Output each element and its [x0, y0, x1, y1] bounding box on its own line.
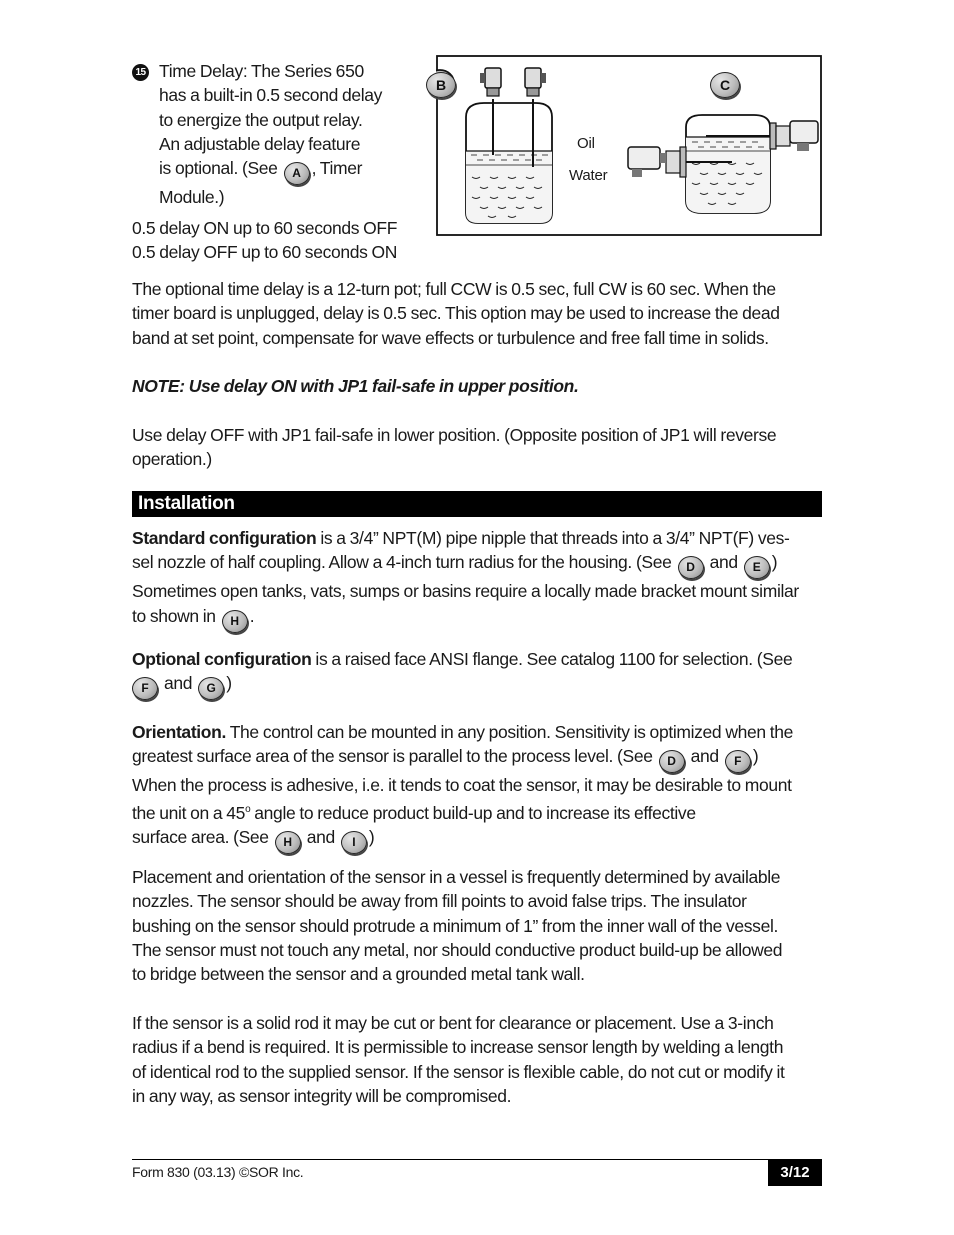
standard-config-paragraph: Standard configuration is a 3/4” NPT(M) pipe nipple that threads into a 3/4” NPT(F) ves- sel nozzle of half coupling. Allow a 4-inch turn radius for the housing. (See D and E ) Sometimes open tanks, vats, sumps or basins require a locally made bracket mount similar to shown in H .: [132, 526, 822, 633]
ref-badge-f[interactable]: F: [132, 677, 158, 700]
figure-label-c: C: [710, 72, 740, 98]
time-delay-line: Module.): [159, 187, 225, 208]
tank-diagram: [436, 55, 822, 236]
delay-range-line: 0.5 delay ON up to 60 seconds OFF: [132, 218, 398, 238]
degree-mark: o: [245, 803, 251, 815]
ref-badge-g[interactable]: G: [198, 677, 224, 700]
delay-range-line: 0.5 delay OFF up to 60 seconds ON: [132, 242, 398, 263]
figure-label-b: B: [426, 72, 456, 98]
time-delay-line: to energize the output relay.: [159, 109, 363, 130]
section-header-installation: [132, 491, 822, 517]
section-title: Installation: [138, 493, 235, 514]
ref-badge-f[interactable]: F: [725, 750, 751, 773]
footer-page-number: 3/12: [768, 1160, 822, 1186]
footer-form-number: Form 830 (03.13) ©SOR Inc.: [132, 1164, 304, 1180]
optional-config-paragraph: Optional configuration is a raised face ANSI flange. See catalog 1100 for selection. (See F and G ): [132, 647, 822, 700]
ref-badge-d[interactable]: D: [659, 750, 685, 773]
delay-ranges: [132, 216, 422, 265]
optional-delay-paragraph: The optional time delay is a 12-turn pot; full CCW is 0.5 sec, full CW is 60 sec. When the timer board is unplugged, delay is 0.5 sec. This option may be used to increase the dead band at set point, compensate for wave effects or turbulence and free fall time in solids.: [132, 279, 780, 348]
time-delay-line: Time Delay: The Series 650: [159, 61, 364, 81]
ref-badge-h[interactable]: H: [222, 610, 248, 633]
ref-badge-e[interactable]: E: [744, 556, 770, 579]
time-delay-block: [132, 59, 422, 209]
footer-rule: [132, 1159, 822, 1160]
time-delay-line: is optional. (See A , Timer: [159, 156, 422, 185]
time-delay-line: has a built-in 0.5 second delay: [159, 85, 383, 106]
water-label: Water: [569, 167, 608, 184]
placement-paragraph: Placement and orientation of the sensor in a vessel is frequently determined by available nozzles. The sensor should be away from fill points to avoid false trips. The insulator bushing on the sensor should protrude a minimum of 1” from the inner wall of the vessel. The sensor must not touch any metal, nor should conductive product build-up be allowed to bridge between the sensor and a grounded metal tank wall.: [132, 867, 783, 985]
step-15-badge: 15: [132, 64, 149, 81]
oil-label: Oil: [577, 135, 595, 152]
note-text: NOTE: Use delay ON with JP1 fail-safe in upper position.: [132, 376, 579, 396]
orientation-paragraph: Orientation. The control can be mounted in any position. Sensitivity is optimized when the greatest surface area of the sensor is parallel to the process level. (See D and F ) When the process is adhesive, i.e. it tends to coat the sensor, it may be desirable to mount the unit on a 45$^o$ angle to reduce product build-up and to increase its effective surface area. (See H and I ): [132, 720, 822, 854]
ref-badge-h[interactable]: H: [275, 831, 301, 854]
solid-rod-paragraph: If the sensor is a solid rod it may be cut or bent for clearance or placement. Use a 3-inch radius if a bend is required. It is permissible to increase sensor length by welding a length of identical rod to the supplied sensor. If the sensor is flexible cable, do not cut or modify it in any way, as sensor integrity will be compromised.: [132, 1013, 785, 1106]
ref-badge-d[interactable]: D: [678, 556, 704, 579]
time-delay-line: An adjustable delay feature: [159, 133, 361, 154]
ref-badge-a[interactable]: A: [284, 162, 310, 185]
delay-off-paragraph: Use delay OFF with JP1 fail-safe in lower position. (Opposite position of JP1 will reverse operation.): [132, 425, 777, 470]
tank-diagram-figure: [436, 55, 822, 236]
ref-badge-i[interactable]: I: [341, 831, 367, 854]
